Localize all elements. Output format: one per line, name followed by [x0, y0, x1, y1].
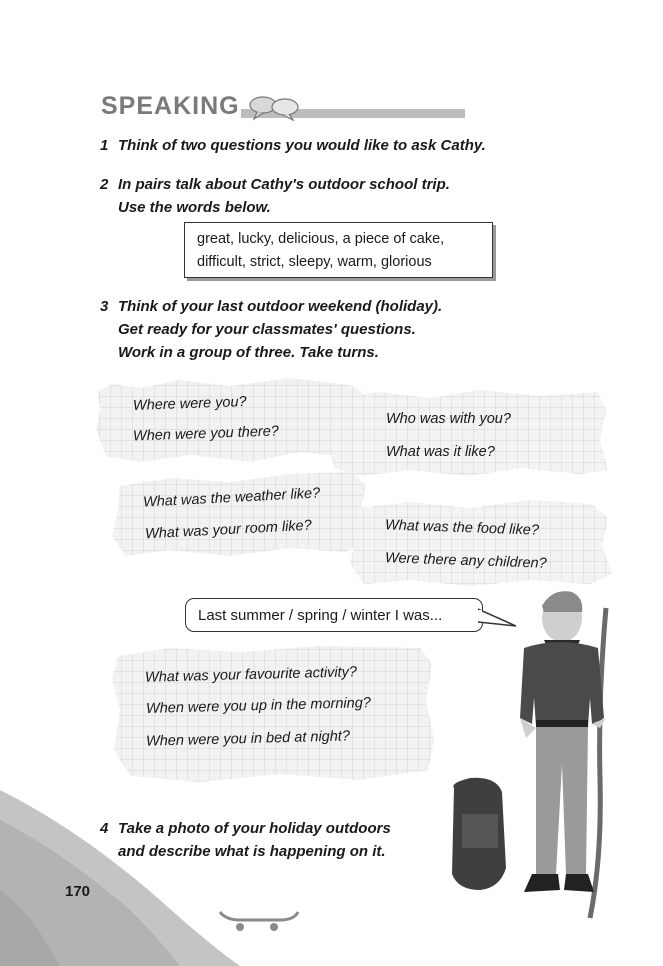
- task-4: [100, 817, 391, 863]
- speech-bubble: [185, 598, 483, 632]
- word-box-line: difficult, strict, sleepy, warm, glorious: [197, 254, 432, 270]
- card-1-question: Where were you?: [132, 394, 247, 414]
- speech-bubble-text: Last summer / spring / winter I was...: [198, 607, 443, 624]
- card-1-paper: [96, 378, 366, 462]
- card-1-question: When were you there?: [132, 423, 280, 445]
- task-text: Work in a group of three. Take turns.: [118, 344, 379, 361]
- card-2-question: What was it like?: [386, 444, 495, 460]
- card-5-question: When were you up in the morning?: [145, 695, 372, 717]
- card-2-question: Who was with you?: [386, 411, 511, 427]
- card-5-question: What was your favourite activity?: [144, 664, 358, 686]
- task-number: 2: [100, 176, 109, 193]
- card-4-question: What was the food like?: [384, 517, 540, 539]
- card-3-question: What was your room like?: [144, 517, 313, 543]
- word-box-line: great, lucky, delicious, a piece of cake,: [197, 231, 445, 247]
- skateboard-icon: [216, 900, 300, 934]
- card-4-paper: [350, 500, 612, 586]
- task-text: Get ready for your classmates' questions.: [118, 321, 416, 338]
- card-2-paper: [326, 390, 608, 476]
- card-5-question: When were you in bed at night?: [145, 728, 351, 750]
- card-3-paper: [112, 472, 368, 556]
- task-number: 4: [100, 820, 109, 837]
- task-text: Think of your last outdoor weekend (holiday).: [118, 298, 443, 315]
- task-number: 1: [100, 137, 109, 154]
- task-text: Use the words below.: [118, 199, 271, 216]
- page-number: 170: [65, 883, 91, 900]
- task-text: and describe what is happening on it.: [118, 843, 386, 860]
- task-text: Think of two questions you would like to ask Cathy.: [118, 137, 486, 154]
- scout-boy-illustration: [440, 578, 620, 923]
- task-number: 3: [100, 298, 109, 315]
- card-3-question: What was the weather like?: [142, 485, 321, 511]
- card-4-question: Were there any children?: [384, 550, 547, 572]
- task-text: In pairs talk about Cathy's outdoor school trip.: [118, 176, 450, 193]
- task-text: Take a photo of your holiday outdoors: [118, 820, 391, 837]
- section-title: SPEAKING: [101, 92, 240, 120]
